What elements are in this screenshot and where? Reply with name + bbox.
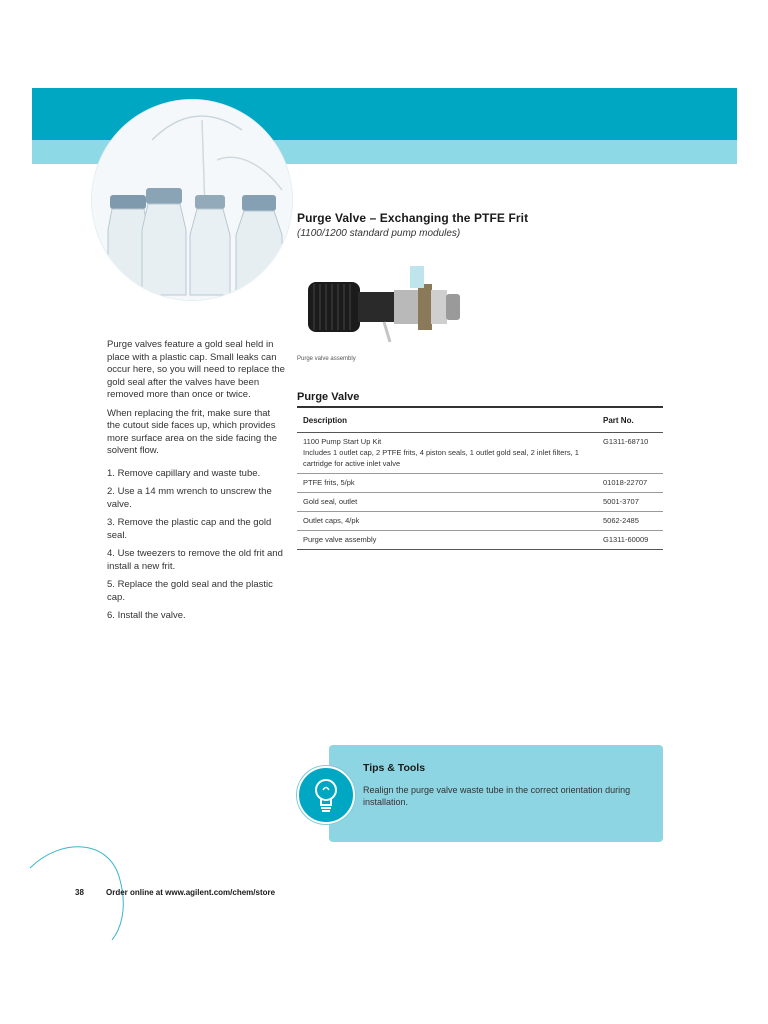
step-number: 5. (107, 579, 115, 590)
table-cell-description: Outlet caps, 4/pk (297, 512, 597, 531)
table-cell-description: Purge valve assembly (297, 531, 597, 550)
table-cell-part-no: 5062-2485 (597, 512, 663, 531)
column-header-part-no: Part No. (597, 407, 663, 433)
table-cell-part-no: G1311-60009 (597, 531, 663, 550)
table-cell-part-no: G1311-68710 (597, 433, 663, 474)
table-row (297, 493, 663, 512)
item-description: 1100 Pump Start Up Kit (303, 437, 382, 446)
step-number: 6. (107, 610, 115, 621)
list-item (107, 579, 285, 604)
intro-paragraph: When replacing the frit, make sure that the cutout side faces up, which provides more surface area on the side facing the solvent flow. (107, 407, 278, 456)
list-item (107, 486, 285, 511)
step-text: Replace the gold seal and the plastic cap. (107, 579, 273, 603)
step-text: Use a 14 mm wrench to unscrew the valve. (107, 486, 272, 510)
table-cell-part-no: 01018-22707 (597, 474, 663, 493)
tips-text: Realign the purge valve waste tube in the correct orientation during installation. (363, 785, 631, 807)
intro-paragraph: Purge valves feature a gold seal held in place with a plastic cap. Small leaks can occur here, so you will need to replace the gold seal after the valves have been removed more than once or twice. (107, 339, 285, 400)
section-heading: Purge Valve (297, 391, 360, 403)
image-caption: Purge valve assembly (297, 356, 356, 362)
footer-order-text (106, 888, 275, 897)
item-detail: Includes 1 outlet cap, 2 PTFE frits, 4 piston seals, 1 outlet gold seal, 2 inlet filters, 1 cartridge for active inlet valve (303, 448, 579, 468)
tips-title: Tips & Tools (363, 762, 426, 774)
list-item (107, 548, 285, 573)
step-number: 1. (107, 467, 115, 479)
table-row (297, 474, 663, 493)
table-row (297, 531, 663, 550)
lightbulb-icon (297, 766, 355, 824)
table-cell-part-no: 5001-3707 (597, 493, 663, 512)
step-text: Remove the plastic cap and the gold seal. (107, 517, 272, 541)
step-text: Use tweezers to remove the old frit and install a new frit. (107, 548, 283, 572)
page-title: Purge Valve – Exchanging the PTFE Frit (297, 211, 529, 225)
purge-valve-photo (298, 262, 473, 350)
page-number: 38 (75, 888, 84, 897)
column-header-description: Description (297, 407, 597, 433)
footer-order-link[interactable]: www.agilent.com/chem/store (165, 888, 276, 897)
procedure-steps (107, 468, 285, 623)
table-cell-description (297, 433, 597, 474)
table-header-row (297, 407, 663, 433)
step-number: 3. (107, 517, 115, 528)
list-item (107, 517, 285, 542)
footer-order-prefix: Order online at (106, 888, 166, 897)
table-cell-description: Gold seal, outlet (297, 493, 597, 512)
page-subtitle: (1100/1200 standard pump modules) (297, 228, 461, 239)
table-row (297, 433, 663, 474)
step-text: Install the valve. (117, 610, 186, 621)
bottles-illustration (92, 100, 292, 300)
list-item (107, 610, 285, 623)
table-row (297, 512, 663, 531)
parts-table (297, 406, 663, 550)
step-number: 2. (107, 486, 115, 497)
solvent-bottles-photo (92, 100, 292, 300)
table-cell-description: PTFE frits, 5/pk (297, 474, 597, 493)
list-item (107, 468, 285, 481)
step-number: 4. (107, 548, 115, 559)
step-text: Remove capillary and waste tube. (117, 467, 261, 479)
left-column-text (107, 339, 285, 629)
